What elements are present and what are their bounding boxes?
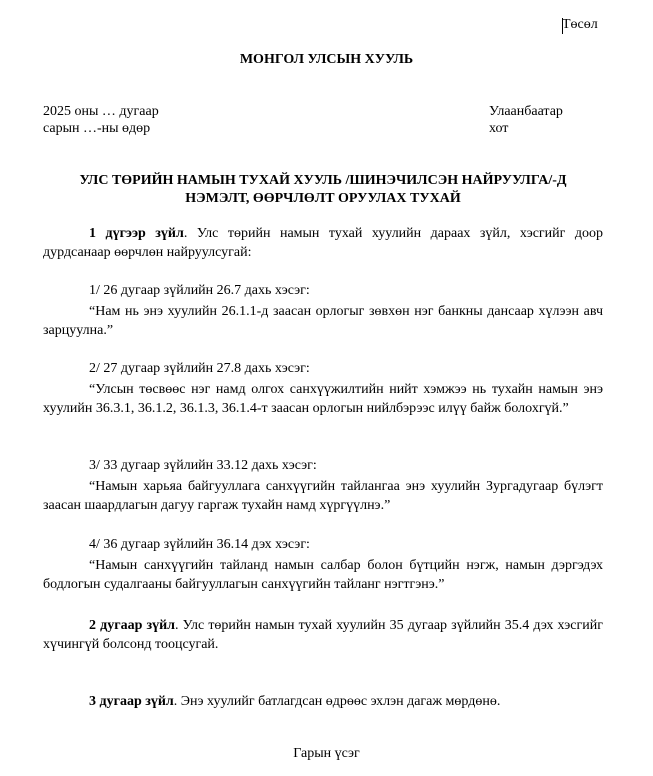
- article-1-text: . Улс төрийн намын тухай хуулийн дараах зүйл, хэсгийг доор дурдсанаар өөрчлөн найруулсугай:: [43, 226, 604, 260]
- item-1-quote: “Нам нь энэ хуулийн 26.1.1-д заасан орлогыг зөвхөн нэг банкны дансаар хүлээн авч зарцуулна.”: [43, 304, 603, 338]
- city-line-2: хот: [489, 121, 509, 136]
- item-4-quote: “Намын санхүүгийн тайланд намын салбар болон бүтцийн нэгж, намын дэргэдэх бодлогын судалгааны байгууллагын санхүүгийн тайланг нэгтгэнэ.”: [43, 558, 603, 592]
- article-3-text: . Энэ хуулийг батлагдсан өдрөөс эхлэн дагаж мөрдөнө.: [173, 694, 501, 709]
- date-line-2: сарын …-ны өдөр: [43, 121, 151, 136]
- law-title: МОНГОЛ УЛСЫН ХУУЛЬ: [239, 52, 414, 67]
- heading-line-2: НЭМЭЛТ, ӨӨРЧЛӨЛТ ОРУУЛАХ ТУХАЙ: [185, 191, 461, 206]
- article-3: [43, 692, 603, 711]
- article-2: [43, 616, 603, 654]
- article-1: [43, 224, 603, 262]
- article-1-label: 1 дүгээр зүйл: [89, 226, 184, 241]
- article-2-label: 2 дугаар зүйл: [89, 618, 176, 633]
- item-1-ref: 1/ 26 дугаар зүйлийн 26.7 дахь хэсэг:: [89, 283, 310, 298]
- item-2-ref: 2/ 27 дугаар зүйлийн 27.8 дахь хэсэг:: [89, 361, 310, 376]
- article-2-text: . Улс төрийн намын тухай хуулийн 35 дугаар зүйлийн 35.4 дэх хэсгийг хүчингүй болсонд тооцсугай.: [43, 618, 603, 652]
- date-line-1: 2025 оны … дугаар: [43, 104, 159, 119]
- signature-label: Гарын үсэг: [293, 746, 360, 761]
- article-3-label: 3 дугаар зүйл: [89, 694, 174, 709]
- heading-line-1: УЛС ТӨРИЙН НАМЫН ТУХАЙ ХУУЛЬ /ШИНЭЧИЛСЭН НАЙРУУЛГА/-Д: [79, 173, 567, 188]
- draft-label: Төсөл: [562, 17, 598, 32]
- item-2-quote: “Улсын төсвөөс нэг намд олгох санхүүжилтийн нийт хэмжээ нь тухайн намын энэ хуулийн 36.3.1, 36.1.2, 36.1.3, 36.1.4-т заасан орлогын нийлбэрээс илүү байж болохгүй.”: [43, 382, 603, 416]
- item-3-quote: “Намын харьяа байгууллага санхүүгийн тайлангаа энэ хуулийн Зургадугаар бүлэгт заасан шаардлагын дагуу гаргаж тухайн намд хүргүүлнэ.”: [43, 479, 603, 513]
- document-heading: [43, 172, 603, 208]
- item-3-ref: 3/ 33 дугаар зүйлийн 33.12 дахь хэсэг:: [89, 458, 317, 473]
- item-4-ref: 4/ 36 дугаар зүйлийн 36.14 дэх хэсэг:: [89, 537, 310, 552]
- city-line-1: Улаанбаатар: [489, 104, 563, 119]
